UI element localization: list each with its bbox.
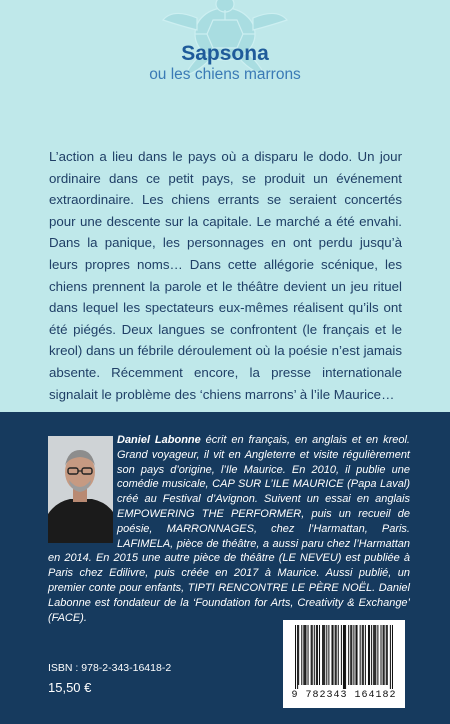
barcode-bar	[301, 625, 302, 685]
barcode-bar	[331, 625, 332, 685]
barcode-bar	[351, 625, 352, 685]
barcode-bar	[335, 625, 336, 685]
barcode-bar	[311, 625, 312, 685]
barcode-bar	[380, 625, 381, 685]
barcode-bar	[326, 625, 327, 685]
author-bio-text: écrit en français, en anglais et en kreol. Grand voyageur, il vit en Angleterre et visite régulièrement son pays d’origine, l’Ile Maurice. En 2010, il publie une comédie musicale, CAP SUR L’ILE MAURICE (Papa Laval) créé au Festival d’Avignon. Suivent un essai en anglais EMPOWERING THE PERFORMER, puis un recueil de poésie, MARRONNAGES, chez l’Harmattan, Paris. LAFIMELA, pièce de théâtre, a aussi paru chez l’Harmattan en 2014. En 2015 une autre pièce de théâtre (LE NEVEU) est publiée à Paris chez Edilivre, puis créée en 2017 à Maurice. Aussi publié, un premier conte pour enfants, TIPTI RENCONTRE LE PÈRE NOËL. Daniel Labonne est fondateur de la ‘Foundation for Arts, Creativity & Exchange’ (FACE).	[48, 434, 410, 624]
isbn-label: ISBN : 978-2-343-16418-2	[48, 662, 172, 674]
barcode-bar	[383, 625, 384, 685]
barcode-bar	[341, 625, 342, 685]
barcode-bar	[338, 625, 339, 685]
barcode-bar	[387, 625, 388, 685]
barcode-bar	[368, 625, 369, 685]
price-label: 15,50 €	[48, 680, 92, 695]
barcode-bar	[371, 625, 372, 685]
barcode-bar	[295, 625, 296, 689]
barcode-bar	[377, 625, 378, 685]
barcode	[283, 620, 405, 708]
barcode-bar	[319, 625, 320, 685]
barcode-bar	[369, 625, 370, 685]
barcode-bar	[386, 625, 387, 685]
author-bio	[48, 433, 410, 625]
barcode-bar	[374, 625, 375, 685]
barcode-bar	[305, 625, 306, 685]
author-name: Daniel Labonne	[117, 434, 201, 446]
barcode-bar	[333, 625, 334, 685]
barcode-bar	[317, 625, 318, 685]
barcode-bar	[316, 625, 317, 685]
book-subtitle: ou les chiens marrons	[149, 66, 301, 83]
synopsis-text: L’action a lieu dans le pays où a disparu le dodo. Un jour ordinaire dans ce petit pays, se produit un événement extraordinaire. Les chiens errants se seraient concertés pour une descente sur la capitale. Le marché a été envahi. Dans la panique, les personnages en ont perdu jusqu’à leurs propres noms… Dans cette allégorie scénique, les chiens prennent la parole et le théâtre devient un jeu rituel dans lequel les spectateurs eux-mêmes réalisent qu’ils ont été piégés. Deux langues se confrontent (le français et le kreol) dans un fébrile déroulement où la poésie n’est jamais absente. Récemment encore, la presse internationale signalait le problème des ‘chiens marrons’ à l’ile Maurice…	[49, 149, 402, 402]
barcode-bar	[384, 625, 385, 685]
barcode-bar	[298, 625, 299, 685]
barcode-bar	[303, 625, 304, 685]
barcode-bar	[363, 625, 364, 685]
barcode-bar	[336, 625, 337, 685]
barcode-bar	[297, 625, 298, 689]
barcode-bar	[355, 625, 356, 685]
barcode-bar	[348, 625, 349, 685]
book-title: Sapsona	[181, 42, 269, 65]
barcode-bar	[314, 625, 315, 685]
barcode-bar	[365, 625, 366, 685]
barcode-bars	[295, 625, 393, 689]
barcode-bar	[312, 625, 313, 685]
barcode-bar	[362, 625, 363, 685]
barcode-bar	[343, 625, 344, 689]
barcode-bar	[324, 625, 325, 685]
barcode-bar	[323, 625, 324, 685]
barcode-number: 9 782343 164182	[291, 690, 397, 701]
barcode-bar	[375, 625, 376, 685]
barcode-bar	[345, 625, 346, 689]
barcode-bar	[373, 625, 374, 685]
barcode-bar	[344, 625, 345, 689]
barcode-bar	[350, 625, 351, 685]
barcode-bar	[392, 625, 393, 689]
barcode-bar	[304, 625, 305, 685]
barcode-bar	[390, 625, 391, 689]
barcode-bar	[328, 625, 329, 685]
barcode-bar	[353, 625, 354, 685]
photo-spacer	[48, 433, 117, 543]
barcode-bar	[308, 625, 309, 685]
barcode-bar	[322, 625, 323, 685]
barcode-bar	[360, 625, 361, 685]
barcode-bar	[357, 625, 358, 685]
